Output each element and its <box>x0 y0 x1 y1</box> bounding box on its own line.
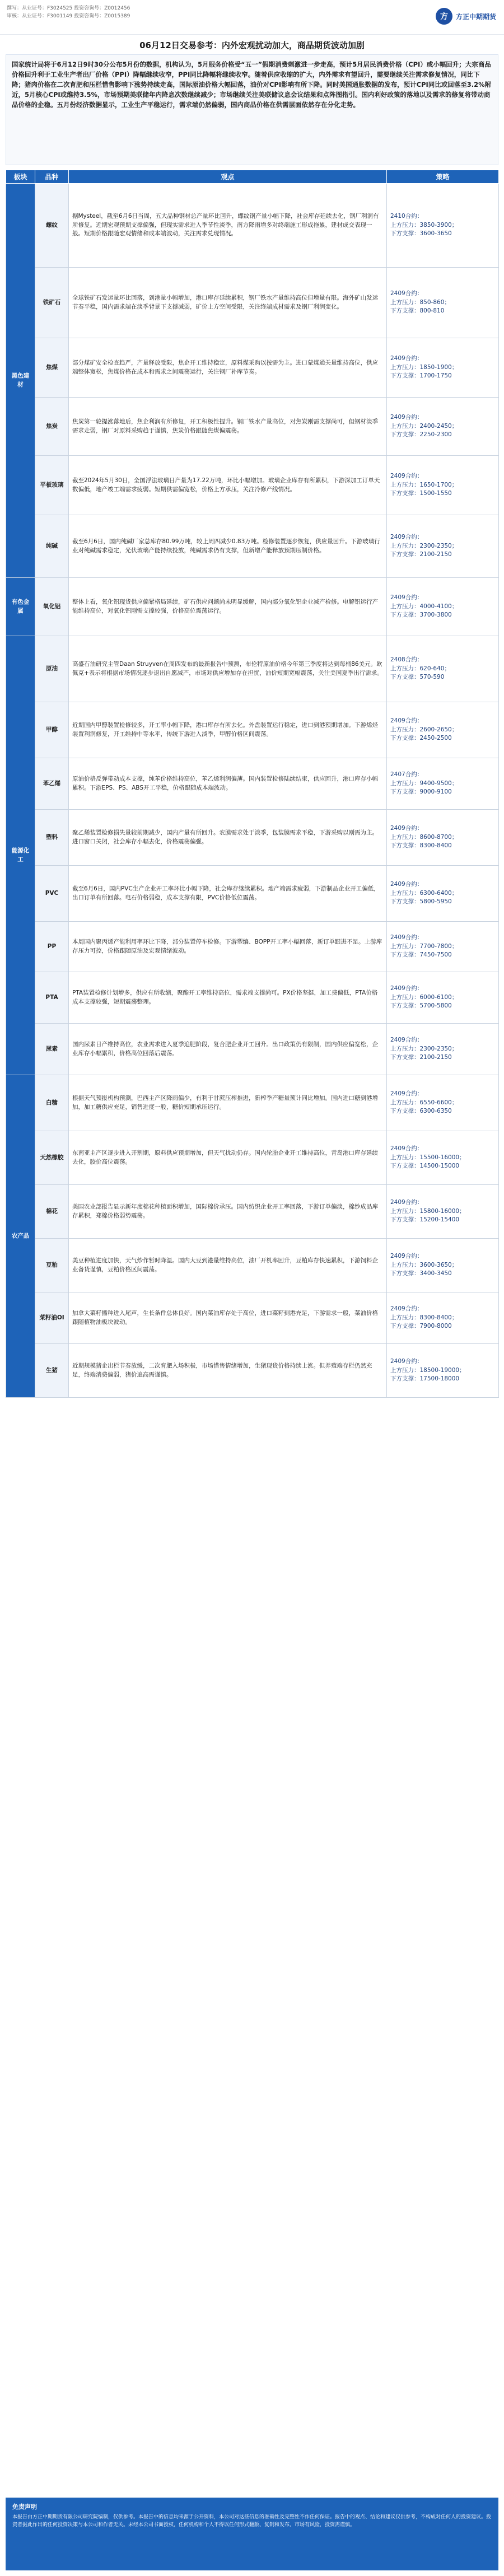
table-row <box>6 515 499 578</box>
variety-name: PP <box>35 922 69 972</box>
view-text: 焦炭第一轮提涨落地后，焦企利润有所修复，开工积极性提升。钢厂铁水产量高位，对焦炭刚需支撑尚可，但钢材淡季需求走弱，钢厂对原料采购趋于谨慎，焦炭价格跟随焦煤偏震荡。 <box>69 398 387 456</box>
view-text: 东南亚主产区逐步进入开割期，原料供应预期增加，但天气扰动仍存。国内轮胎企业开工维持高位，青岛港口库存延续去化，胶价高位震荡。 <box>69 1131 387 1185</box>
strategy-text: 2409合约： 上方压力：4000-4100； 下方支撑：3700-3800 <box>387 578 499 636</box>
strategy-text: 2409合约： 上方压力：15800-16000； 下方支撑：15200-15400 <box>387 1185 499 1239</box>
table-header-row <box>6 170 499 184</box>
view-text: 全球铁矿石发运量环比回落，到港量小幅增加，港口库存延续累积，钢厂铁水产量维持高位但增量有限。海外矿山发运节奏平稳，国内需求端在淡季背景下支撑减弱，矿价上方空间受限，关注终端成材需求及钢厂利润变化。 <box>69 268 387 338</box>
view-text: 加拿大菜籽播种进入尾声，生长条件总体良好。国内菜油库存处于高位，进口菜籽到港充足，下游需求一般，菜油价格跟随植物油板块波动。 <box>69 1292 387 1344</box>
view-text: 本周国内聚丙烯产能利用率环比下降，部分装置停车检修。下游塑编、BOPP开工率小幅回落，新订单跟进不足。上游库存压力可控，价格跟随原油及宏观情绪波动。 <box>69 922 387 972</box>
variety-name: 铁矿石 <box>35 268 69 338</box>
variety-name: 豆粕 <box>35 1239 69 1292</box>
strategy-text: 2409合约： 上方压力：8300-8400； 下方支撑：7900-8000 <box>387 1292 499 1344</box>
page-title: 06月12日交易参考：内外宏观扰动加大，商品期货波动加剧 <box>139 40 365 50</box>
view-text: 截至6月6日，国内PVC生产企业开工率环比小幅下降，社会库存继续累积。地产端需求疲弱，下游制品企业开工偏低，出口订单有所回落。电石价格弱稳，成本支撑有限，PVC价格低位震荡。 <box>69 866 387 922</box>
table-row <box>6 702 499 758</box>
strategy-text: 2409合约： 上方压力：15500-16000； 下方支撑：14500-15000 <box>387 1131 499 1185</box>
strategy-text: 2409合约： 上方压力：1850-1900； 下方支撑：1700-1750 <box>387 338 499 398</box>
variety-name: 焦煤 <box>35 338 69 398</box>
table-row <box>6 1024 499 1075</box>
reference-table <box>6 170 499 1398</box>
strategy-text: 2409合约： 上方压力：850-860； 下方支撑：800-810 <box>387 268 499 338</box>
table-row <box>6 338 499 398</box>
variety-name: PVC <box>35 866 69 922</box>
table-row <box>6 184 499 268</box>
variety-name: 甲醇 <box>35 702 69 758</box>
variety-name: 苯乙烯 <box>35 758 69 810</box>
strategy-text: 2409合约： 上方压力：18500-19000； 下方支撑：17500-18000 <box>387 1344 499 1398</box>
company-logo <box>436 8 496 25</box>
table-row <box>6 1239 499 1292</box>
view-text: 美国农业部报告显示新年度棉花种植面积增加，国际棉价承压。国内纺织企业开工率回落，下游订单偏淡，棉纱成品库存累积，郑棉价格弱势震荡。 <box>69 1185 387 1239</box>
variety-name: 菜籽油OI <box>35 1292 69 1344</box>
variety-name: 塑料 <box>35 810 69 866</box>
variety-name: 焦炭 <box>35 398 69 456</box>
strategy-text: 2409合约： 上方压力：2600-2650； 下方支撑：2450-2500 <box>387 702 499 758</box>
table-row <box>6 758 499 810</box>
variety-name: 氧化铝 <box>35 578 69 636</box>
table-row <box>6 1075 499 1131</box>
analyst-line-2: 审核：从业证号：F3001149 投资咨询号：Z0015389 <box>7 13 130 19</box>
strategy-text: 2409合约： 上方压力：6300-6400； 下方支撑：5800-5950 <box>387 866 499 922</box>
sector-label: 有色金属 <box>6 578 35 636</box>
logo-mark-icon: 方 <box>436 8 452 25</box>
view-text: 原油价格反弹带动成本支撑，纯苯价格维持高位，苯乙烯利润偏薄。国内装置检修陆续结束，供应回升，港口库存小幅累积。下游EPS、PS、ABS开工平稳，价格跟随成本端波动。 <box>69 758 387 810</box>
view-text: 美豆种植进度加快，天气炒作暂时降温。国内大豆到港量维持高位，油厂开机率回升，豆粕库存快速累积，下游饲料企业备货谨慎，豆粕价格区间震荡。 <box>69 1239 387 1292</box>
variety-name: 棉花 <box>35 1185 69 1239</box>
header-sector: 板块 <box>6 170 35 184</box>
view-text: 国内尿素日产维持高位，农业需求进入夏季追肥阶段，复合肥企业开工回升。出口政策仍有限制，国内供应偏宽松，企业库存小幅累积，价格高位回落后震荡。 <box>69 1024 387 1075</box>
view-text: 近期国内甲醇装置检修较多，开工率小幅下降，港口库存有所去化。外盘装置运行稳定，进口到港预期增加。下游烯烃装置利润修复，开工维持中等水平，传统下游进入淡季，甲醇价格区间震荡。 <box>69 702 387 758</box>
strategy-text: 2409合约： 上方压力：6000-6100； 下方支撑：5700-5800 <box>387 972 499 1024</box>
strategy-text: 2409合约： 上方压力：7700-7800； 下方支撑：7450-7500 <box>387 922 499 972</box>
view-text: PTA装置检修计划增多，供应有所收缩，聚酯开工率维持高位，需求端支撑尚可。PX价格坚挺，加工费偏低，PTA价格成本支撑较强，短期震荡整理。 <box>69 972 387 1024</box>
table-row <box>6 972 499 1024</box>
view-text: 聚乙烯装置检修损失量较前期减少，国内产量有所回升。农膜需求处于淡季，包装膜需求平稳，下游采购以刚需为主。进口窗口关闭，社会库存小幅去化，价格震荡偏强。 <box>69 810 387 866</box>
header-strategy: 策略 <box>387 170 499 184</box>
table-row <box>6 1344 499 1398</box>
analyst-line-1: 撰写：从业证号：F3024525 投资咨询号：Z0012456 <box>7 6 130 11</box>
variety-name: PTA <box>35 972 69 1024</box>
table-row <box>6 398 499 456</box>
variety-name: 平板玻璃 <box>35 456 69 515</box>
logo-text: 方正中期期货 <box>455 12 496 21</box>
variety-name: 原油 <box>35 636 69 702</box>
view-text: 高盛石油研究主管Daan Struyven在周四发布的最新报告中预测，布伦特原油价格今年第三季度将达到每桶86美元。欧佩克+表示将根据市场情况逐步退出自愿减产，市场对供应增加存在担忧，油价短期宽幅震荡，关注美国夏季出行需求。 <box>69 636 387 702</box>
disclaimer <box>6 2498 498 2570</box>
view-text: 整体上看，氧化铝现货供应偏紧格局延续，矿石供应问题尚未明显缓解，国内部分氧化铝企业减产检修。电解铝运行产能维持高位，对氧化铝刚需支撑较强，价格高位震荡运行。 <box>69 578 387 636</box>
sector-label: 农产品 <box>6 1075 35 1398</box>
table-body <box>6 184 499 1398</box>
table-row <box>6 456 499 515</box>
header-variety: 品种 <box>35 170 69 184</box>
table-row <box>6 1292 499 1344</box>
table-row <box>6 578 499 636</box>
table-row <box>6 1185 499 1239</box>
table-row <box>6 866 499 922</box>
strategy-text: 2407合约： 上方压力：9400-9500； 下方支撑：9000-9100 <box>387 758 499 810</box>
table-row <box>6 268 499 338</box>
strategy-text: 2410合约： 上方压力：3850-3900； 下方支撑：3600-3650 <box>387 184 499 268</box>
variety-name: 纯碱 <box>35 515 69 578</box>
top-bar <box>0 0 504 35</box>
table-row <box>6 922 499 972</box>
view-text: 截至2024年5月30日，全国浮法玻璃日产量为17.22万吨，环比小幅增加。玻璃企业库存有所累积，下游深加工订单天数偏低，地产竣工端需求疲弱。短期供需偏宽松，价格上方承压，关注冷修产线情况。 <box>69 456 387 515</box>
header-view: 观点 <box>69 170 387 184</box>
variety-name: 白糖 <box>35 1075 69 1131</box>
table-row <box>6 636 499 702</box>
view-text: 截至6月6日，国内纯碱厂家总库存80.99万吨，较上周四减少0.83万吨。检修装置逐步恢复，供应量回升。下游玻璃行业对纯碱需求稳定，光伏玻璃产能持续投放，纯碱需求仍有支撑，但新增产能释放预期压制价格。 <box>69 515 387 578</box>
variety-name: 天然橡胶 <box>35 1131 69 1185</box>
table-row <box>6 810 499 866</box>
view-text: 据Mysteel，截至6月6日当周，五大品种钢材总产量环比回升，螺纹钢产量小幅下降，社会库存延续去化，钢厂利润有所修复。近期宏观预期支撑偏强，但现实需求进入季节性淡季，南方降雨增多对终端施工形成拖累，建材成交表现一般。短期价格跟随宏观情绪和成本端波动，关注需求兑现情况。 <box>69 184 387 268</box>
strategy-text: 2409合约： 上方压力：2400-2450； 下方支撑：2250-2300 <box>387 398 499 456</box>
variety-name: 螺纹 <box>35 184 69 268</box>
sector-label: 能源化工 <box>6 636 35 1075</box>
strategy-text: 2408合约： 上方压力：620-640； 下方支撑：570-590 <box>387 636 499 702</box>
strategy-text: 2409合约： 上方压力：2300-2350； 下方支撑：2100-2150 <box>387 515 499 578</box>
table-row <box>6 1131 499 1185</box>
view-text: 近期规模猪企出栏节奏放缓，二次育肥入场积极，市场惜售情绪增加，生猪现货价格持续上涨。但养殖端存栏仍然充足，终端消费偏弱，猪价追高需谨慎。 <box>69 1344 387 1398</box>
view-text: 部分煤矿安全检查趋严，产量释放受限，焦企开工维持稳定，原料煤采购以按需为主。进口蒙煤通关量维持高位，供应端整体宽松，焦煤价格在成本和需求之间震荡运行，关注钢厂补库节奏。 <box>69 338 387 398</box>
strategy-text: 2409合约： 上方压力：3600-3650； 下方支撑：3400-3450 <box>387 1239 499 1292</box>
view-text: 根据天气预报机构预测，巴西主产区降雨偏少，有利于甘蔗压榨推进，新榨季产糖量预计同比增加。国内进口糖到港增加，加工糖供应充足，销售进度一般，糖价短期承压运行。 <box>69 1075 387 1131</box>
macro-summary: 国家统计局将于6月12日9时30分公布5月份的数据，机构认为，5月服务价格受“五一”假期消费刺激进一步走高，预计5月居民消费价格（CPI）或小幅回升；大宗商品价格回升利于工业生产者出厂价格（PPI）降幅继续收窄，PPI同比降幅将继续收窄。随着供应收缩的扩大，内外需求有望回升，需要继续关注需求修复情况，同比下降；猪肉价格在二次育肥和压栏惜售影响下涨势持续走高，国际原油价格大幅回落，油价对CPI影响有所下降。同时美国通胀数据的发布，预计CPI同比或回落至3.2%附近，5月核心CPI或维持3.5%，市场预期美联储年内降息次数继续减少；市场继续关注美联储议息会议结果和点阵图指引。国内利好政策的落地以及需求的修复将带动商品价格的企稳。五月份经济数据显示，工业生产平稳运行，需求端仍然偏弱，国内商品价格在供需层面依然存在分化走势。 <box>6 54 498 165</box>
strategy-text: 2409合约： 上方压力：8600-8700； 下方支撑：8300-8400 <box>387 810 499 866</box>
strategy-text: 2409合约： 上方压力：1650-1700； 下方支撑：1500-1550 <box>387 456 499 515</box>
variety-name: 尿素 <box>35 1024 69 1075</box>
disclaimer-title: 免责声明 <box>12 2503 37 2510</box>
disclaimer-text: 本报告由方正中期期货有限公司研究院编制，仅供参考。本报告中的信息均来源于公开资料，本公司对这些信息的准确性及完整性不作任何保证。报告中的观点、结论和建议仅供参考，不构成对任何人的投资建议。投资者据此作出的任何投资决策与本公司和作者无关。未经本公司书面授权，任何机构和个人不得以任何形式翻版、复制和发布。市场有风险，投资需谨慎。 <box>12 2514 492 2528</box>
variety-name: 生猪 <box>35 1344 69 1398</box>
strategy-text: 2409合约： 上方压力：6550-6600； 下方支撑：6300-6350 <box>387 1075 499 1131</box>
sector-label: 黑色建材 <box>6 184 35 578</box>
strategy-text: 2409合约： 上方压力：2300-2350； 下方支撑：2100-2150 <box>387 1024 499 1075</box>
